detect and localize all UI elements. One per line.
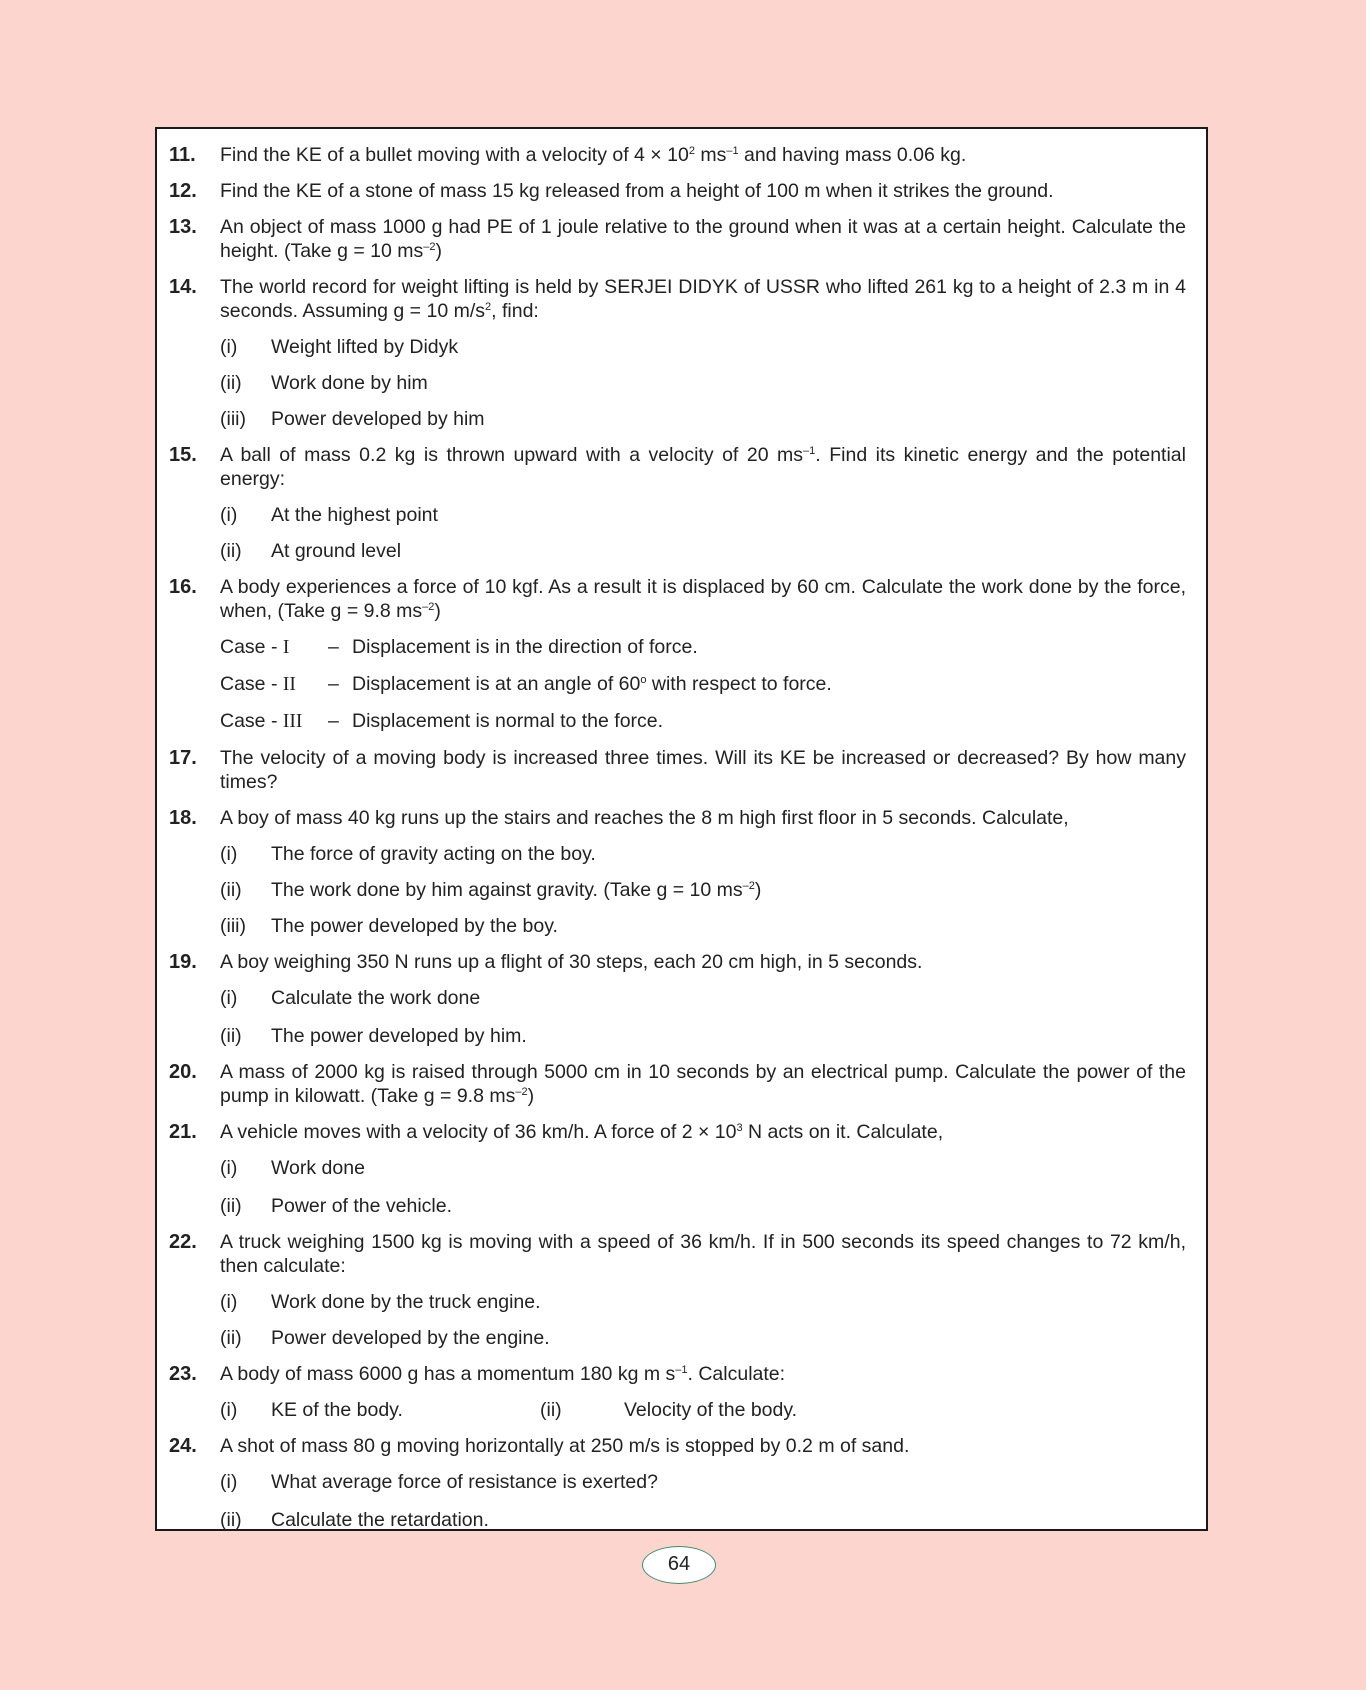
sub-part: (i) Work done by the truck engine. bbox=[220, 1291, 541, 1313]
question-number: 18. bbox=[169, 807, 197, 829]
question-text: The velocity of a moving body is increased three times. Will its KE be increased or decreased? By how many times? bbox=[220, 747, 1186, 793]
question-13 bbox=[169, 215, 1186, 263]
exercise-box bbox=[155, 127, 1208, 1531]
sub-part: (i) The force of gravity acting on the boy. bbox=[220, 843, 596, 865]
question-text: A body of mass 6000 g has a momentum 180 kg m $s^{-1}$. Calculate: bbox=[220, 1363, 786, 1385]
question-24 bbox=[169, 1434, 1186, 1458]
question-number: 23. bbox=[169, 1363, 197, 1385]
sub-part: (ii) The power developed by him. bbox=[220, 1025, 527, 1047]
question-14 bbox=[169, 275, 1186, 323]
sub-part: (ii) Power of the vehicle. bbox=[220, 1195, 453, 1217]
question-text: A boy of mass 40 kg runs up the stairs and reaches the 8 m high first floor in 5 seconds. Calculate, bbox=[220, 807, 1069, 829]
question-18 bbox=[169, 806, 1186, 830]
question-text: A mass of 2000 kg is raised through 5000 cm in 10 seconds by an electrical pump. Calculate the power of the pump in kilowatt. (Take g = 9.8 $ms^{-2}$) bbox=[220, 1061, 1186, 1107]
question-19 bbox=[169, 950, 1186, 974]
question-number: 19. bbox=[169, 951, 197, 973]
question-text: A ball of mass 0.2 kg is thrown upward with a velocity of 20 $ms^{-1}$. Find its kinetic energy and the potential energy: bbox=[220, 444, 1186, 490]
question-23 bbox=[169, 1362, 1186, 1386]
sub-part-pair: (i) KE of the body. (ii) Velocity of the body. bbox=[220, 1399, 798, 1421]
question-20 bbox=[169, 1060, 1186, 1108]
question-number: 15. bbox=[169, 444, 197, 466]
sub-part: (i) Work done bbox=[220, 1157, 365, 1179]
question-text: An object of mass 1000 g had PE of 1 joule relative to the ground when it was at a certain height. Calculate the height. (Take g = 10 $ms^{-2}$) bbox=[220, 216, 1186, 262]
question-text: A body experiences a force of 10 kgf. As a result it is displaced by 60 cm. Calculate the work done by the force, when, (Take g = 9.8 $ms^{-2}$) bbox=[220, 576, 1186, 622]
question-text: A truck weighing 1500 kg is moving with a speed of 36 km/h. If in 500 seconds its speed changes to 72 km/h, then calculate: bbox=[220, 1231, 1186, 1277]
sub-part: (ii) Calculate the retardation. bbox=[220, 1509, 489, 1531]
question-15 bbox=[169, 443, 1186, 491]
sub-part: (ii) Work done by him bbox=[220, 372, 428, 394]
question-number: 16. bbox=[169, 576, 197, 598]
case-row: Case - II – Displacement is at an angle of 60$^o$ with respect to force. bbox=[220, 673, 832, 695]
question-text: Find the KE of a bullet moving with a velocity of $4 \times 10^2$ $ms^{-1}$ and having mass 0.06 kg. bbox=[220, 144, 967, 166]
question-number: 12. bbox=[169, 180, 197, 202]
question-number: 11. bbox=[169, 144, 196, 166]
question-17 bbox=[169, 746, 1186, 794]
sub-part: (iii) Power developed by him bbox=[220, 408, 485, 430]
sub-part: (ii) At ground level bbox=[220, 540, 402, 562]
question-number: 14. bbox=[169, 276, 197, 298]
sub-part: (i) Weight lifted by Didyk bbox=[220, 336, 459, 358]
question-text: The world record for weight lifting is held by SERJEI DIDYK of USSR who lifted 261 kg to a height of 2.3 m in 4 seconds. Assuming g = 10 $m/s^2$, find: bbox=[220, 276, 1186, 322]
question-12 bbox=[169, 179, 1186, 203]
question-number: 13. bbox=[169, 216, 197, 238]
question-number: 24. bbox=[169, 1435, 197, 1457]
question-text: A vehicle moves with a velocity of 36 km/h. A force of $2 \times 10^3$ N acts on it. Calculate, bbox=[220, 1121, 944, 1143]
question-number: 17. bbox=[169, 747, 197, 769]
question-text: A shot of mass 80 g moving horizontally at 250 m/s is stopped by 0.2 m of sand. bbox=[220, 1435, 910, 1457]
case-row: Case - III – Displacement is normal to the force. bbox=[220, 710, 664, 732]
question-11 bbox=[169, 143, 1186, 167]
case-row: Case - I – Displacement is in the direction of force. bbox=[220, 636, 698, 658]
question-number: 21. bbox=[169, 1121, 197, 1143]
page-number: 64 bbox=[642, 1546, 716, 1584]
question-16 bbox=[169, 575, 1186, 623]
question-22 bbox=[169, 1230, 1186, 1278]
sub-part: (i) Calculate the work done bbox=[220, 987, 481, 1009]
sub-part: (iii) The power developed by the boy. bbox=[220, 915, 558, 937]
sub-part: (i) What average force of resistance is exerted? bbox=[220, 1471, 658, 1493]
sub-part: (i) At the highest point bbox=[220, 504, 438, 526]
question-number: 20. bbox=[169, 1061, 197, 1083]
question-text: A boy weighing 350 N runs up a flight of 30 steps, each 20 cm high, in 5 seconds. bbox=[220, 951, 923, 973]
sub-part: (ii) Power developed by the engine. bbox=[220, 1327, 550, 1349]
sub-part: (ii) The work done by him against gravity. (Take g = 10 $ms^{-2}$) bbox=[220, 879, 762, 901]
question-21 bbox=[169, 1120, 1186, 1144]
question-number: 22. bbox=[169, 1231, 197, 1253]
question-text: Find the KE of a stone of mass 15 kg released from a height of 100 m when it strikes the ground. bbox=[220, 180, 1054, 202]
